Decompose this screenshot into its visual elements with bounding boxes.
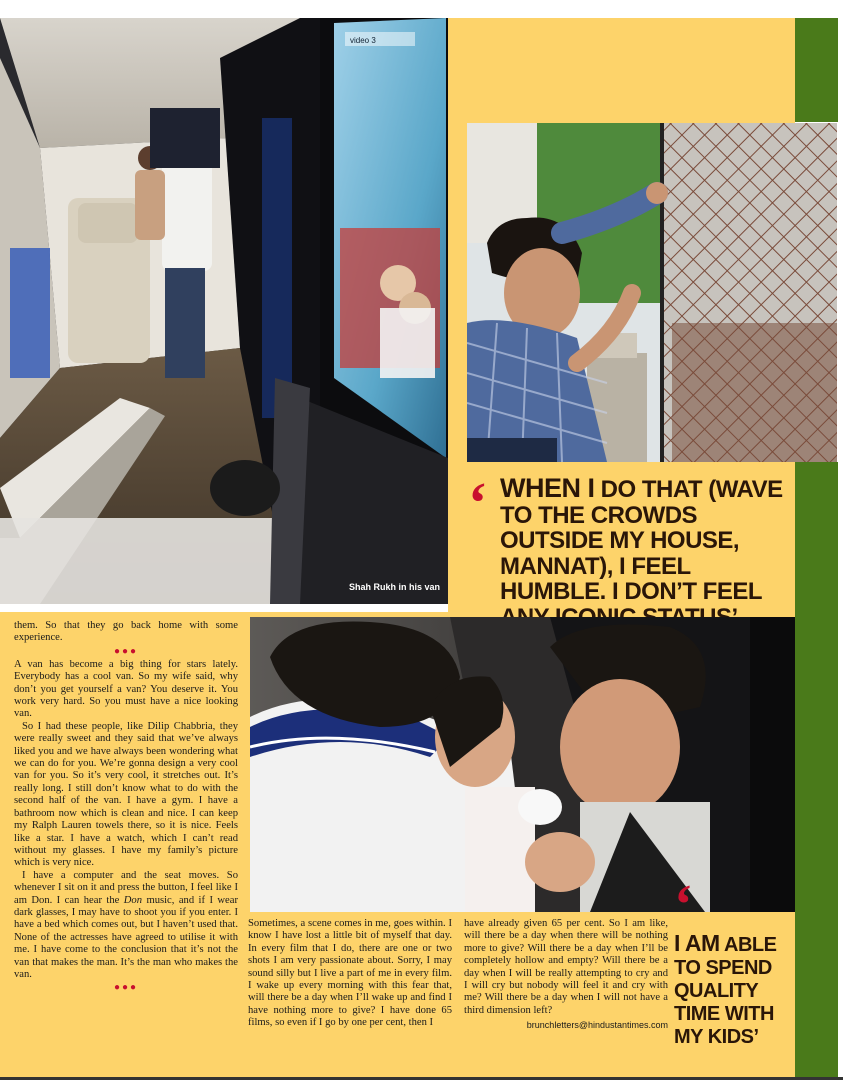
car-window-illustration xyxy=(250,617,795,912)
right-green-bar-top xyxy=(795,18,838,122)
text-column-3 xyxy=(464,918,668,1032)
quote-mark-icon: ‘ xyxy=(468,470,487,535)
van-photo-caption: Shah Rukh in his van xyxy=(348,582,440,592)
van-interior-photo xyxy=(0,18,448,604)
column-2-paragraph: Sometimes, a scene comes in me, goes within. I know I have lost a little bit of myself that day. In every film that I do, there are one or two shots I am very passionate about. Sorry, I may sound silly but I live a part of me in every film. I wake up every morning with this fear that, will there be a day when I’ll wake up and find I have nothing more to give? I have done 65 films, so even if I go by one per cent, then I xyxy=(248,918,452,1029)
separator-dots-end: ●●● xyxy=(113,982,139,994)
column-3-paragraph: have already given 65 per cent. So I am like, will there be a day when there will be nothing more to give? Will there be a day when I’ll be completely hollow and empty? Will there be a day when I will be really attempting to cry and I will cry but nobody will feel it and cry with me? Will there be a day when I will not have a third dimension left? xyxy=(464,918,668,1016)
pull-quote-1-lead: WHEN I xyxy=(500,473,595,503)
screen-label: video 3 xyxy=(350,36,376,45)
van-interior-illustration xyxy=(0,18,448,604)
column-1-paragraph-3: I have a computer and the seat moves. So whenever I sit on it and press the button, I feel like I am Don. I can hear the Don music, and if I wear dark glasses, I may have to shoot you if you enter. I have a bed which comes out, but I haven’t used that. None of the actresses have agreed to utilise it with me. I have come to the conclusion that it’s not the van that makes the man. It’s the man who makes the van. xyxy=(14,869,238,980)
contact-email[interactable]: brunchletters@hindustantimes.com xyxy=(526,1020,668,1031)
fence-photo xyxy=(467,123,837,462)
right-green-bar-bottom xyxy=(795,612,838,1077)
pull-quote-2-lead: I AM xyxy=(674,930,720,956)
text-column-2 xyxy=(248,918,452,1030)
column-1-paragraph-2: So I had these people, like Dilip Chabbria, they were really sweet and they said that we’ve always liked you and we have always been wondering what we can do for you. We’re gonna design a very cool van for you. So it’s very cool, it stretches out. It’s really long. I still don’t know what to do with the second half of the van. I have a gym. I have a bathroom now which is clean and nice. I can keep my Ralph Lauren towels there, so it is nice. Feels like a star. I have a watch, which I can’t read without my glasses. I have my family’s picture which is very nice. xyxy=(14,720,238,869)
car-window-photo xyxy=(250,617,795,912)
quote-mark-icon-2: ‘ xyxy=(674,874,693,936)
right-green-bar-middle xyxy=(795,462,838,612)
pull-quote-2 xyxy=(674,874,792,1049)
fence-illustration xyxy=(467,123,837,462)
text-column-1 xyxy=(14,620,238,995)
pull-quote-2-text: ABLE TO SPEND QUALITY TIME WITH MY KIDS’ xyxy=(674,934,777,1048)
column-1-paragraph-0: them. So that they go back home with some experience. xyxy=(14,620,238,644)
pull-quote-1-text: DO THAT (WAVE TO THE CROWDS OUTSIDE MY HOUSE, MANNAT), I FEEL HUMBLE. I DON’T FEEL xyxy=(500,476,783,605)
separator-dots: ●●● xyxy=(113,645,139,657)
column-1-paragraph-1: A van has become a big thing for stars lately. Everybody has a cool van. So my wife said, why don’t you get yourself a van? You deserve it. You work very hard. So you must have a nice looking van. xyxy=(14,658,238,720)
pull-quote-1 xyxy=(468,470,790,630)
